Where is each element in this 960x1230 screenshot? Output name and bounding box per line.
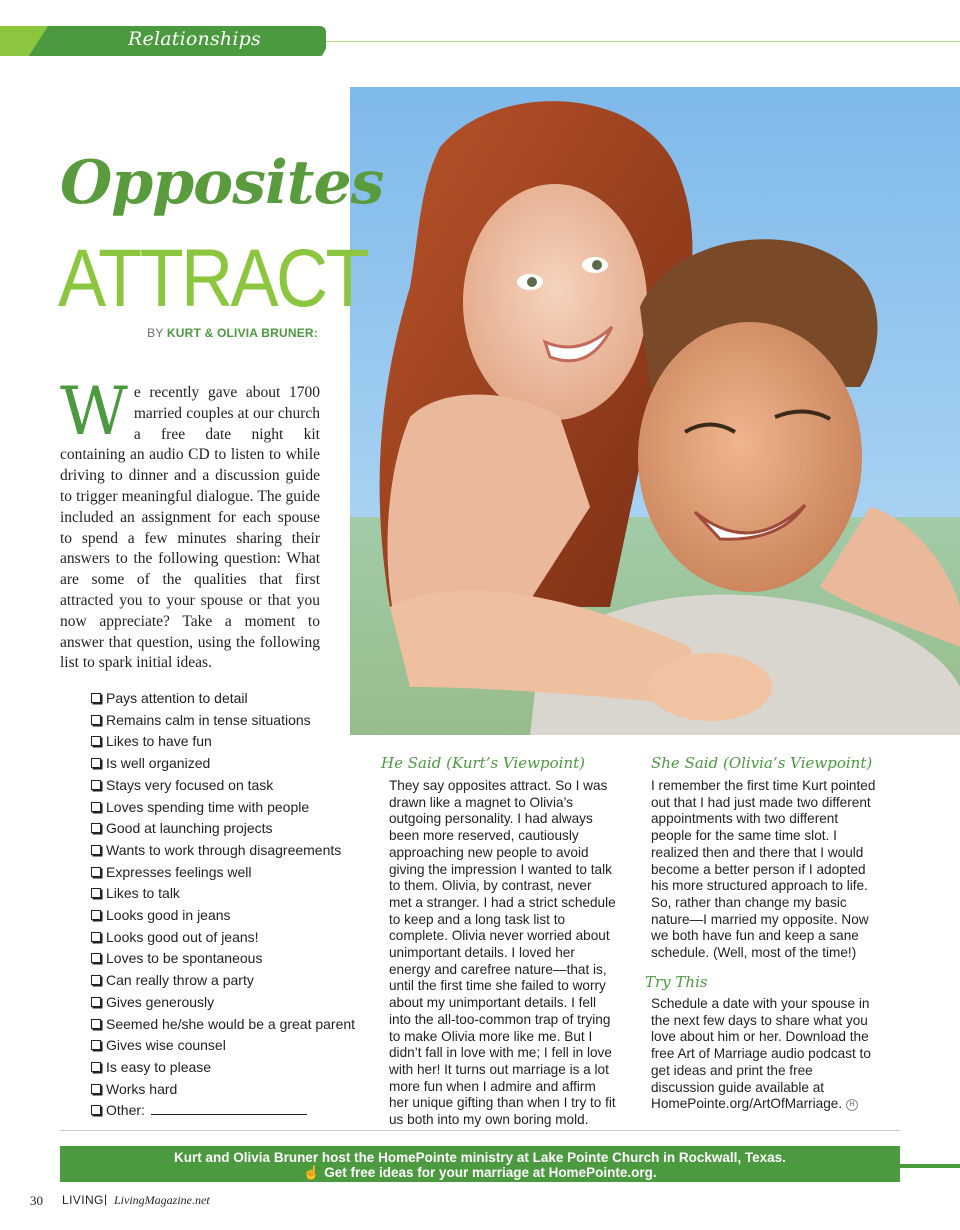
checkbox[interactable] bbox=[91, 1105, 101, 1115]
checkbox[interactable] bbox=[91, 953, 101, 963]
byline bbox=[147, 326, 318, 340]
qualities-checklist bbox=[88, 688, 356, 1122]
checklist-item bbox=[88, 883, 348, 905]
drop-cap: W bbox=[60, 373, 128, 450]
checkbox[interactable] bbox=[91, 823, 101, 833]
checkbox[interactable] bbox=[91, 975, 101, 985]
try-this-heading: Try This bbox=[645, 973, 708, 991]
checklist-item-label: Stays very focused on task bbox=[106, 776, 274, 793]
she-said-heading: She Said (Olivia’s Viewpoint) bbox=[651, 754, 873, 772]
checkbox[interactable] bbox=[91, 888, 101, 898]
checkbox[interactable] bbox=[91, 1040, 101, 1050]
checklist-item-label: Works hard bbox=[106, 1080, 178, 1097]
she-said-body: I remember the first time Kurt pointed out that I had just made two different appointments with two different people for the same time slot. I realized then and there that I would become a better person if I adopted his more structured approach to life. So, rather than change my basic nature—I married my opposite. Now we both have fun and keep a sane schedule. (Well, most of the time!) bbox=[651, 778, 876, 961]
checklist-item bbox=[88, 1079, 348, 1101]
intro-text: e recently gave about 1700 married couples at our church a free date night kit containing an audio CD to listen to while driving to dinner and a discussion guide to trigger meaningful dialogue. The guide included an assignment for each spouse to spend a few minutes sharing their answers to the following question: What are some of the qualities that first attracted you to your spouse or that you now appreciate? Take a moment to answer that question, using the following list to spark initial ideas. bbox=[60, 384, 320, 672]
folio-separator: | bbox=[104, 1192, 108, 1206]
checklist-item-label: Good at launching projects bbox=[106, 820, 273, 837]
title-line-2: ATTRACT bbox=[58, 233, 367, 324]
checkbox[interactable] bbox=[91, 997, 101, 1007]
checklist-item-label: Seemed he/she would be a great parent bbox=[106, 1015, 356, 1032]
checklist-item-label: Remains calm in tense situations bbox=[106, 711, 311, 728]
checkbox[interactable] bbox=[91, 1084, 101, 1094]
checklist-item-label: Likes to talk bbox=[106, 885, 180, 902]
checklist-item-label: Looks good in jeans bbox=[106, 907, 231, 924]
checklist-item bbox=[88, 731, 348, 753]
footer-cta bbox=[0, 1165, 960, 1181]
checklist-item bbox=[88, 1035, 348, 1057]
other-blank-line[interactable] bbox=[151, 1103, 307, 1115]
he-said-heading: He Said (Kurt’s Viewpoint) bbox=[381, 754, 585, 772]
checkbox[interactable] bbox=[91, 693, 101, 703]
checklist-item bbox=[88, 753, 348, 775]
checklist-item bbox=[88, 862, 348, 884]
intro-paragraph bbox=[60, 373, 320, 674]
checkbox[interactable] bbox=[91, 780, 101, 790]
checklist-item-label: Loves spending time with people bbox=[106, 798, 310, 815]
checkbox[interactable] bbox=[91, 932, 101, 942]
checklist-item bbox=[88, 840, 348, 862]
checklist-item bbox=[88, 818, 348, 840]
checklist-item-label: Looks good out of jeans! bbox=[106, 928, 259, 945]
checklist-item bbox=[88, 948, 348, 970]
checklist-item bbox=[88, 1057, 348, 1079]
checkbox[interactable] bbox=[91, 910, 101, 920]
byline-authors: KURT & OLIVIA BRUNER: bbox=[166, 326, 318, 340]
checkbox[interactable] bbox=[91, 758, 101, 768]
checklist-item bbox=[88, 1014, 356, 1036]
footer-bio: Kurt and Olivia Bruner host the HomePointe ministry at Lake Pointe Church in Rockwall, Texas. bbox=[174, 1150, 786, 1165]
checklist-item bbox=[88, 992, 348, 1014]
checklist-item bbox=[88, 688, 348, 710]
checklist-item bbox=[88, 797, 348, 819]
checklist-item-label: Other: bbox=[106, 1102, 145, 1119]
checklist-item bbox=[88, 927, 348, 949]
checklist-item bbox=[88, 710, 348, 732]
title-line-1: Opposites bbox=[60, 148, 384, 218]
footer-cta-text[interactable]: Get free ideas for your marriage at HomePointe.org. bbox=[324, 1165, 657, 1180]
section-label: Relationships bbox=[128, 28, 261, 50]
checklist-item-label: Expresses feelings well bbox=[106, 863, 252, 880]
page-number: 30 bbox=[30, 1193, 43, 1208]
checkbox[interactable] bbox=[91, 867, 101, 877]
couple-photo bbox=[350, 87, 960, 735]
publication-website[interactable]: LivingMagazine.net bbox=[114, 1193, 210, 1207]
checklist-item-label: Gives wise counsel bbox=[106, 1037, 226, 1054]
checklist-item-label: Gives generously bbox=[106, 993, 215, 1010]
publication-name: LIVING bbox=[62, 1193, 104, 1207]
checklist-item-label: Pays attention to detail bbox=[106, 690, 248, 706]
checklist-item-label: Is well organized bbox=[106, 755, 211, 772]
try-this-text: Schedule a date with your spouse in the next few days to share what you love about him or her. Download the free Art of Marriage audio podcast to get ideas and print the free discussion guide available at HomePointe.org/ArtOfMarriage. bbox=[651, 996, 871, 1112]
checklist-item-label: Wants to work through disagreements bbox=[106, 841, 342, 858]
he-said-body: They say opposites attract. So I was drawn like a magnet to Olivia’s outgoing personality. I had always been more reserved, cautiously approaching new people to avoid giving the impression I wanted to talk to them. Olivia, by contrast, never met a stranger. I had a strict schedule to keep and a long task list to complete. Olivia never worried about unimportant details. I loved her energy and carefree nature—that is, until the first time she failed to worry about my unimportant details. I fell into the all-too-common trap of trying to make Olivia more like me. But I didn’t fall in love with me; I fell in love with her! It turns out marriage is a lot more fun when I admire and affirm her unique gifting than when I try to fit us both into my own boring mold. bbox=[389, 778, 616, 1128]
checklist-item-label: Can really throw a party bbox=[106, 972, 254, 989]
checkbox[interactable] bbox=[91, 1019, 101, 1029]
header-rule bbox=[326, 41, 960, 42]
checkbox[interactable] bbox=[91, 715, 101, 725]
checklist-item-label: Likes to have fun bbox=[106, 733, 212, 750]
checklist-item bbox=[88, 905, 348, 927]
checklist-item bbox=[88, 970, 348, 992]
try-this-body bbox=[651, 996, 879, 1113]
checklist-item bbox=[88, 775, 348, 797]
checklist-item-label: Is easy to please bbox=[106, 1058, 212, 1075]
checkbox[interactable] bbox=[91, 802, 101, 812]
checkbox[interactable] bbox=[91, 736, 101, 746]
checklist-item bbox=[88, 1100, 348, 1122]
checkbox[interactable] bbox=[91, 845, 101, 855]
checkbox[interactable] bbox=[91, 1062, 101, 1072]
byline-prefix: BY bbox=[147, 326, 164, 340]
homepointe-logo-icon: H bbox=[846, 1099, 858, 1111]
pointing-hand-icon: ☝ bbox=[303, 1165, 321, 1180]
checklist-item-label: Loves to be spontaneous bbox=[106, 950, 263, 967]
footer-rule bbox=[60, 1130, 900, 1131]
